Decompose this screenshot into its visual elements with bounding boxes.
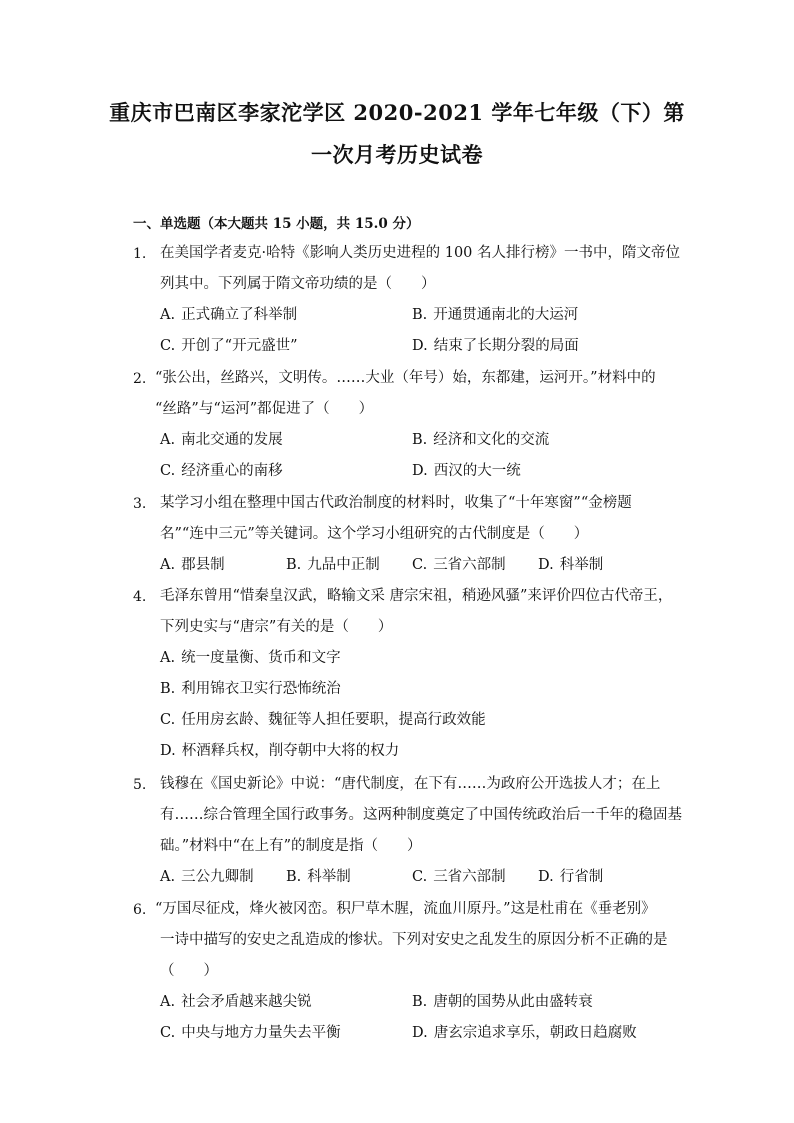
option-a xyxy=(160,992,312,1012)
option-letter: B. xyxy=(412,432,428,448)
question-text-line: （ ） xyxy=(160,963,218,979)
question-number: 6. xyxy=(133,902,147,918)
option-letter: B. xyxy=(286,869,302,885)
option-text: 经济和文化的交流 xyxy=(433,432,550,448)
option-text: 三公九卿制 xyxy=(181,869,254,885)
option-letter: D. xyxy=(412,338,428,354)
question-text-line: 列其中。下列属于隋文帝功绩的是（ ） xyxy=(160,276,436,292)
option-a xyxy=(160,430,283,450)
question-text-line: 下列史实与“唐宗”有关的是（ ） xyxy=(160,619,393,635)
option-text: 结束了长期分裂的局面 xyxy=(433,338,579,354)
option-letter: D. xyxy=(412,1025,428,1041)
option-letter: D. xyxy=(538,557,554,573)
option-c xyxy=(160,710,486,730)
option-text: 南北交通的发展 xyxy=(181,432,283,448)
option-b xyxy=(160,679,341,699)
option-text: 开通贯通南北的大运河 xyxy=(433,307,579,323)
option-letter: D. xyxy=(538,869,554,885)
option-d xyxy=(412,1023,637,1043)
question-text-line: “丝路”与“运河”都促进了（ ） xyxy=(155,401,374,417)
question-text-line: 础。”材料中“在上有”的制度是指（ ） xyxy=(160,838,422,854)
option-b xyxy=(286,555,380,575)
option-a xyxy=(160,305,297,325)
question-text-line: “万国尽征戍，烽火被冈峦。积尸草木腥，流血川原丹。”这是杜甫在《垂老别》 xyxy=(155,901,656,917)
question-number: 1. xyxy=(133,246,147,262)
option-text: 科举制 xyxy=(307,869,351,885)
option-c xyxy=(160,336,298,356)
option-text: 正式确立了科举制 xyxy=(181,307,298,323)
question-text-line: 有……综合管理全国行政事务。这两种制度奠定了中国传统政治后一千年的稳固基 xyxy=(160,807,682,823)
option-c xyxy=(412,555,506,575)
option-text: 经济重心的南移 xyxy=(181,463,283,479)
question-text-line: 在美国学者麦克·哈特《影响人类历史进程的 100 名人排行榜》一书中，隋文帝位 xyxy=(160,245,681,261)
option-text: 郡县制 xyxy=(181,557,225,573)
option-text: 杯酒释兵权，削夺朝中大将的权力 xyxy=(181,743,400,759)
option-text: 社会矛盾越来越尖锐 xyxy=(181,994,312,1010)
option-letter: A. xyxy=(160,650,176,666)
option-d xyxy=(538,555,603,575)
option-b xyxy=(412,305,578,325)
option-text: 西汉的大一统 xyxy=(433,463,521,479)
option-d xyxy=(412,336,579,356)
option-text: 三省六部制 xyxy=(433,557,506,573)
option-letter: D. xyxy=(160,743,176,759)
option-text: 统一度量衡、货币和文字 xyxy=(181,650,341,666)
option-text: 利用锦衣卫实行恐怖统治 xyxy=(181,681,341,697)
option-letter: A. xyxy=(160,432,176,448)
option-letter: A. xyxy=(160,557,176,573)
page-title-line-2: 一次月考历史试卷 xyxy=(311,142,483,167)
option-text: 唐朝的国势从此由盛转衰 xyxy=(433,994,593,1010)
option-c xyxy=(412,867,506,887)
option-b xyxy=(412,430,549,450)
question-text-line: 某学习小组在整理中国古代政治制度的材料时，收集了“十年寒窗”“金榜题 xyxy=(160,495,632,511)
question-number: 2. xyxy=(133,371,147,387)
option-a xyxy=(160,648,341,668)
option-letter: C. xyxy=(160,338,176,354)
option-d xyxy=(412,461,521,481)
question-text-line: 一诗中描写的安史之乱造成的惨状。下列对安史之乱发生的原因分析不正确的是 xyxy=(160,932,668,948)
option-letter: C. xyxy=(160,463,176,479)
question-number: 4. xyxy=(133,589,147,605)
option-d xyxy=(538,867,603,887)
question-number: 3. xyxy=(133,496,147,512)
option-text: 三省六部制 xyxy=(433,869,506,885)
option-text: 科举制 xyxy=(559,557,604,573)
option-b xyxy=(412,992,593,1012)
option-letter: A. xyxy=(160,307,176,323)
question-text-line: 钱穆在《国史新论》中说：“唐代制度，在下有……为政府公开选拔人才；在上 xyxy=(160,776,661,792)
option-letter: A. xyxy=(160,994,176,1010)
option-a xyxy=(160,555,225,575)
option-letter: C. xyxy=(160,712,176,728)
option-letter: B. xyxy=(412,994,428,1010)
question-text-line: 毛泽东曾用“惜秦皇汉武，略输文采 唐宗宋祖，稍逊风骚”来评价四位古代帝王， xyxy=(160,588,673,604)
option-d xyxy=(160,741,399,761)
option-letter: D. xyxy=(412,463,428,479)
option-c xyxy=(160,1023,341,1043)
question-number: 5. xyxy=(133,777,147,793)
option-text: 行省制 xyxy=(559,869,604,885)
option-text: 唐玄宗追求享乐，朝政日趋腐败 xyxy=(433,1025,637,1041)
option-text: 开创了“开元盛世” xyxy=(181,338,298,354)
question-text-line: 名”“连中三元”等关键词。这个学习小组研究的古代制度是（ ） xyxy=(160,526,589,542)
option-text: 任用房玄龄、魏征等人担任要职，提高行政效能 xyxy=(181,712,486,728)
option-letter: C. xyxy=(412,869,428,885)
option-letter: B. xyxy=(412,307,428,323)
option-text: 中央与地方力量失去平衡 xyxy=(181,1025,341,1041)
option-c xyxy=(160,461,283,481)
option-text: 九品中正制 xyxy=(307,557,380,573)
page-title-line-1: 重庆市巴南区李家沱学区 2020-2021 学年七年级（下）第 xyxy=(109,100,685,125)
section-header: 一、单选题（本大题共 15 小题，共 15.0 分） xyxy=(133,216,420,232)
option-letter: A. xyxy=(160,869,176,885)
option-letter: C. xyxy=(412,557,428,573)
option-letter: C. xyxy=(160,1025,176,1041)
option-b xyxy=(286,867,351,887)
question-text-line: “张公出，丝路兴，文明传。……大业（年号）始，东都建，运河开。”材料中的 xyxy=(155,370,656,386)
option-letter: B. xyxy=(160,681,176,697)
option-a xyxy=(160,867,254,887)
option-letter: B. xyxy=(286,557,302,573)
